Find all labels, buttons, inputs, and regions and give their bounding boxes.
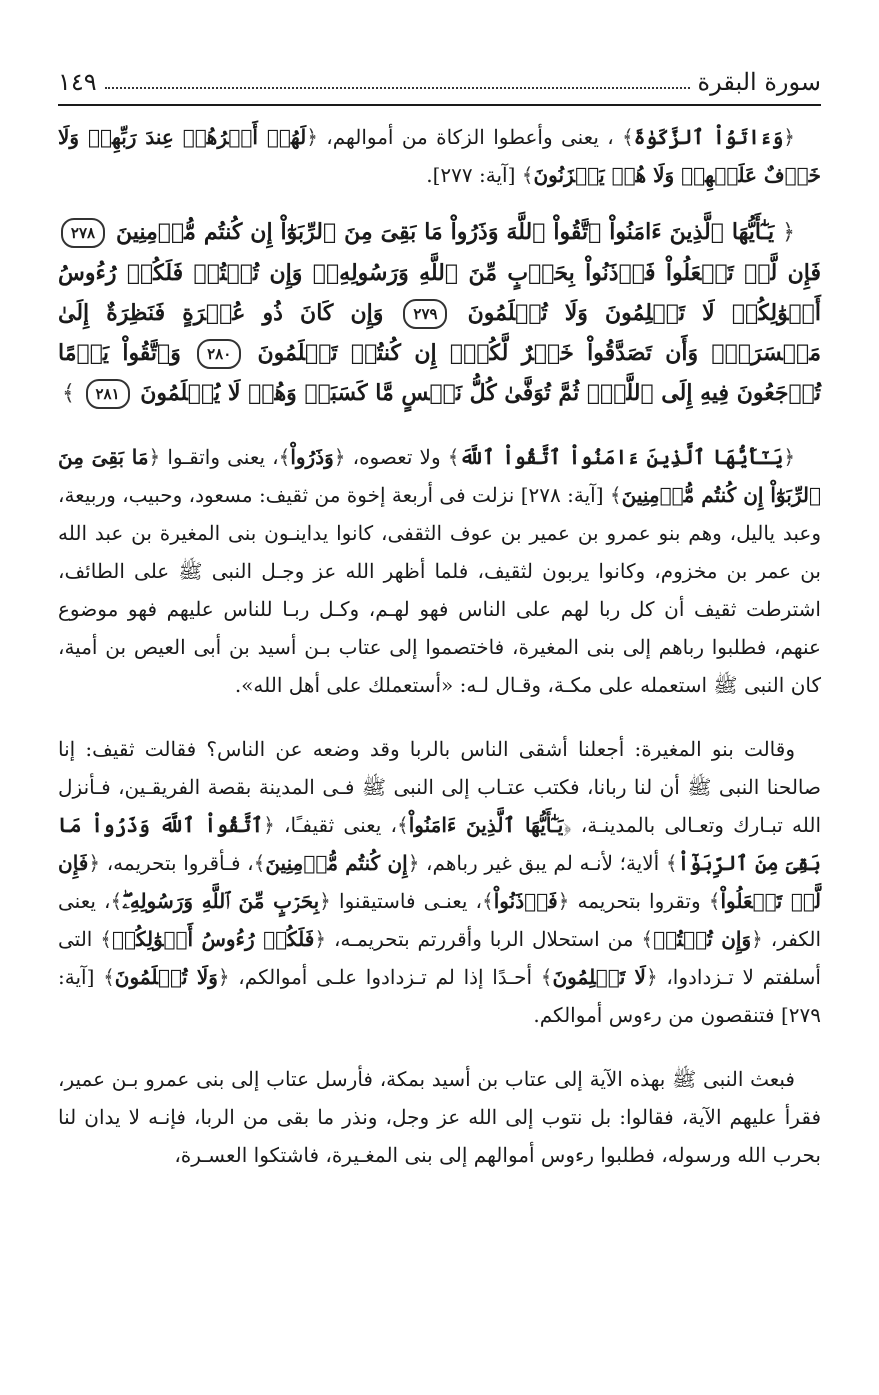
quran-quote: ٱتَّقُواْ ٱللَّهَ وَذَرُواْ مَا بَقِىَ مِنَ ٱلرِّبَوٰٓاْ: [58, 813, 821, 875]
page-body: [58, 118, 821, 1192]
header-rule: [58, 104, 821, 106]
quran-quote: إِن كُنتُم مُّؤۡمِنِينَ: [265, 851, 408, 875]
paragraph-4: [58, 1060, 821, 1174]
verse-text: فَإِن لَّمۡ تَفۡعَلُواْ فَأۡذَنُواْ بِحَرۡبٍ مِّنَ ٱللَّهِ وَرَسُولِهِۦۖ وَإِن تُبۡتُمۡ فَلَكُمۡ رُءُوسُ أَمۡوَٰلِكُمۡ لَا تَظۡلِمُونَ وَلَا تُظۡلَمُونَ: [58, 260, 821, 326]
surah-title: سورة البقرة: [697, 68, 821, 96]
quran-quote: وَءَاتَوُاْ ٱلزَّكَوٰةَ: [633, 125, 784, 149]
quran-quote: فَلَكُمۡ رُءُوسُ أَمۡوَٰلِكُمۡ: [111, 927, 315, 951]
verse-text: وَٱتَّقُواْ يَوۡمًا تُرۡجَعُونَ فِيهِ إِلَى ٱللَّهِۖ ثُمَّ تُوَفَّىٰ كُلُّ نَفۡسٍ مَّا كَسَبَتۡ وَهُمۡ لَا يُظۡلَمُونَ: [58, 340, 821, 406]
quran-quote: فَأۡذَنُواْ: [493, 889, 558, 913]
quran-quote: وَذَرُواْ: [290, 445, 334, 469]
verse-text: وَإِن كَانَ ذُو عُسۡرَةٍ فَنَظِرَةٌ إِلَىٰ مَيۡسَرَةٍۚ وَأَن تَصَدَّقُواْ خَيۡرٌ لَّكُمۡۖ إِن كُنتُمۡ تَعۡلَمُونَ: [58, 300, 821, 366]
ayah-number-marker: ٢٨١: [86, 379, 130, 409]
ayah-number-marker: ٢٧٨: [61, 218, 105, 248]
commentary-text: [آية: ٢٧٩] فتنقصون من رءوس أموالكم.: [58, 965, 821, 1027]
quran-quote: وَلَا تُظۡلَمُونَ: [114, 965, 218, 989]
commentary-text: من استحلال الربا وأقررتم بتحريمـه،: [333, 927, 634, 951]
commentary-text: أحـدًا إذا لم تـزدادوا علـى أموالكم،: [238, 965, 533, 989]
quran-quote: يَـٰٓأَيُّهَا ٱلَّذِينَ ءَامَنُواْ: [408, 813, 564, 837]
commentary-text: وقالت بنو المغيرة: أجعلنا أشقى الناس بالربا وقد وضعه عن الناس؟ فقالت ثقيف: إنا صالحنا النبى ﷺ أن لنا ربانا، فكتب عتـاب إلى النبى ﷺ فـى المدينة بقصة الفريقـين، فـأنزل الله تبـارك وتعـالى بالمدينـة،: [58, 737, 821, 837]
paragraph-2: ﴿يَـٰٓأَيُّهَا ٱلَّذِينَ ءَامَنُواْ ٱتَّقُواْ ٱللَّهَ﴾ ولا تعصوه، ﴿وَذَرُواْ﴾، يعنى واتقـوا ﴿مَا بَقِىَ مِنَ ٱلرِّبَوٰٓاْ إِن كُنتُم مُّؤۡمِنِينَ﴾ [آية: ٢٧٨] نزلت فى أربعة إخوة من ثقيف: مسعود، وحبيب، وربيعة، وعبد ياليل، وهم بنو عمرو بن عمير بن عوف الثقفى، كانوا يداينـون بنى المغيرة بن عبد الله بن عمر بن مخزوم، وكانوا يربون لثقيف، فلما أظهر الله عز وجـل النبى ﷺ على الطائف، اشترطت ثقيف أن كل ربا لهم على الناس فهو لهـم، وكـل ربـا للناس عليهم فهو موضوع عنهم، فطلبوا رباهم إلى بنى المغيرة، فاختصموا إلى عتاب بـن أسيد بن أبى العيص بن أمية، كان النبى ﷺ استعمله على مكـة، وقـال لـه: «أستعملك على أهل الله».: [58, 445, 821, 697]
quran-quote: وَإِن تُبۡتُمۡ: [653, 927, 752, 951]
commentary-text: فبعث النبى ﷺ بهذه الآية إلى عتاب بن أسيد بمكة، فأرسل عتاب إلى بنى عمرو بـن عمير، فقرأ عليهم الآية، فقالوا: بل نتوب إلى الله عز وجل، ونذر ما بقى من الربا، فإنـه لا يدان لنا بحرب الله ورسوله، فطلبوا رءوس أموالهم إلى بنى المغـيرة، فاشتكوا العسـرة،: [58, 1067, 822, 1167]
header-dot-leader: [105, 87, 690, 89]
commentary-text: ، يعنى ثقيفـًا،: [284, 813, 397, 837]
commentary-text: ولا تعصوه،: [352, 445, 441, 469]
quran-quote: يَـٰٓأَيُّهَا ٱلَّذِينَ ءَامَنُواْ ٱتَّقُواْ ٱللَّهَ: [459, 445, 784, 469]
commentary-text: [آية: ٢٧٧].: [426, 163, 516, 187]
page-header: [58, 62, 821, 102]
verse-text: يَـٰٓأَيُّهَا ٱلَّذِينَ ءَامَنُواْ ٱتَّقُواْ ٱللَّهَ وَذَرُواْ مَا بَقِىَ مِنَ ٱلرِّبَوٰٓاْ إِن كُنتُم مُّؤۡمِنِينَ: [115, 219, 775, 245]
commentary-text: ، يعنى وأعطوا الزكاة من أموالهم،: [326, 125, 614, 149]
quran-quote: لَهُمۡ أَجۡرُهُمۡ عِندَ رَبِّهِمۡ وَلَا خَوۡفٌ عَلَيۡهِمۡ وَلَا هُمۡ يَحۡزَنُونَ: [58, 125, 821, 187]
commentary-text: [آية: ٢٧٨] نزلت فى أربعة إخوة من ثقيف: مسعود، وحبيب، وربيعة، وعبد ياليل، وهم بنو عمرو بن عمير بن عوف الثقفى، كانوا يداينـون بنى المغيرة بن عبد الله بن عمر بن مخزوم، وكانوا يربون لثقيف، فلما أظهر الله عز وجـل النبى ﷺ على الطائف، اشترطت ثقيف أن كل ربا لهم على الناس فهو لهـم، وكـل ربـا للناس عليهم فهو موضوع عنهم، فطلبوا رباهم إلى بنى المغيرة، فاختصموا إلى عتاب بـن أسيد بن أبى العيص بن أمية، كان النبى ﷺ استعمله على مكـة، وقـال لـه: «أستعملك على أهل الله».: [58, 483, 821, 697]
page-number: ١٤٩: [58, 68, 97, 96]
commentary-text: وتقروا بتحريمه: [577, 889, 701, 913]
quran-quote: مَا بَقِىَ مِنَ ٱلرِّبَوٰٓاْ إِن كُنتُم مُّؤۡمِنِينَ: [58, 445, 821, 507]
ayah-number-marker: ٢٧٩: [403, 299, 447, 329]
commentary-text: ، يعنى الكفر،: [58, 889, 822, 951]
commentary-text: ، فـأقروا بتحريمه،: [106, 851, 254, 875]
paragraph-1: ﴿وَءَاتَوُاْ ٱلزَّكَوٰةَ﴾ ، يعنى وأعطوا الزكاة من أموالهم، ﴿لَهُمۡ أَجۡرُهُمۡ عِندَ رَبِّهِمۡ وَلَا خَوۡفٌ عَلَيۡهِمۡ وَلَا هُمۡ يَحۡزَنُونَ﴾ [آية: ٢٧٧].: [58, 125, 821, 187]
ayah-number-marker: ٢٨٠: [197, 339, 241, 369]
book-page: [58, 56, 821, 1386]
paragraph-3: وقالت بنو المغيرة: أجعلنا أشقى الناس بالربا وقد وضعه عن الناس؟ فقالت ثقيف: إنا صالحنا النبى ﷺ أن لنا ربانا، فكتب عتـاب إلى النبى ﷺ فـى المدينة بقصة الفريقـين، فـأنزل الله تبـارك وتعـالى بالمدينـة، ﴿يَـٰٓأَيُّهَا ٱلَّذِينَ ءَامَنُواْ﴾، يعنى ثقيفـًا، ﴿ٱتَّقُواْ ٱللَّهَ وَذَرُواْ مَا بَقِىَ مِنَ ٱلرِّبَوٰٓاْ﴾ ألاية؛ لأنـه لم يبق غير رباهم، ﴿إِن كُنتُم مُّؤۡمِنِينَ﴾، فـأقروا بتحريمه، ﴿فَإِن لَّمۡ تَفۡعَلُواْ﴾ وتقروا بتحريمه ﴿فَأۡذَنُواْ﴾، يعنـى فاستيقنوا ﴿بِحَرۡبٍ مِّنَ ٱللَّهِ وَرَسُولِهِۦۖ﴾، يعنى الكفر، ﴿وَإِن تُبۡتُمۡ﴾ من استحلال الربا وأقررتم بتحريمـه، ﴿فَلَكُمۡ رُءُوسُ أَمۡوَٰلِكُمۡ﴾ التى أسلفتم لا تـزدادوا، ﴿لَا تَظۡلِمُونَ﴾ أحـدًا إذا لم تـزدادوا علـى أموالكم، ﴿وَلَا تُظۡلَمُونَ﴾ [آية: ٢٧٩] فتنقصون من رءوس أموالكم.: [58, 737, 822, 1027]
quran-quote: فَإِن لَّمۡ تَفۡعَلُواْ: [58, 851, 822, 913]
quran-quote: لَا تَظۡلِمُونَ: [552, 965, 646, 989]
commentary-text: ، يعنى واتقـوا: [167, 445, 279, 469]
commentary-text: ، يعنـى فاستيقنوا: [339, 889, 483, 913]
quran-quote: بِحَرۡبٍ مِّنَ ٱللَّهِ وَرَسُولِهِۦۖ: [122, 889, 320, 913]
commentary-text: التى أسلفتم لا تـزدادوا،: [58, 927, 821, 989]
commentary-text: ألاية؛ لأنـه لم يبق غير رباهم،: [426, 851, 660, 875]
quran-verses-block: ﴿ يَـٰٓأَيُّهَا ٱلَّذِينَ ءَامَنُواْ ٱتَّقُواْ ٱللَّهَ وَذَرُواْ مَا بَقِىَ مِنَ ٱلرِّبَوٰٓاْ إِن كُنتُم مُّؤۡمِنِينَ ٢٧٨ فَإِن لَّمۡ تَفۡعَلُواْ فَأۡذَنُواْ بِحَرۡبٍ مِّنَ ٱللَّهِ وَرَسُولِهِۦۖ وَإِن تُبۡتُمۡ فَلَكُمۡ رُءُوسُ أَمۡوَٰلِكُمۡ لَا تَظۡلِمُونَ وَلَا تُظۡلَمُونَ ٢٧٩ وَإِن كَانَ ذُو عُسۡرَةٍ فَنَظِرَةٌ إِلَىٰ مَيۡسَرَةٍۚ وَأَن تَصَدَّقُواْ خَيۡرٌ لَّكُمۡۖ إِن كُنتُمۡ تَعۡلَمُونَ ٢٨٠ وَٱتَّقُواْ يَوۡمًا تُرۡجَعُونَ فِيهِ إِلَى ٱللَّهِۖ ثُمَّ تُوَفَّىٰ كُلُّ نَفۡسٍ مَّا كَسَبَتۡ وَهُمۡ لَا يُظۡلَمُونَ ٢٨١ ﴾: [58, 212, 821, 414]
